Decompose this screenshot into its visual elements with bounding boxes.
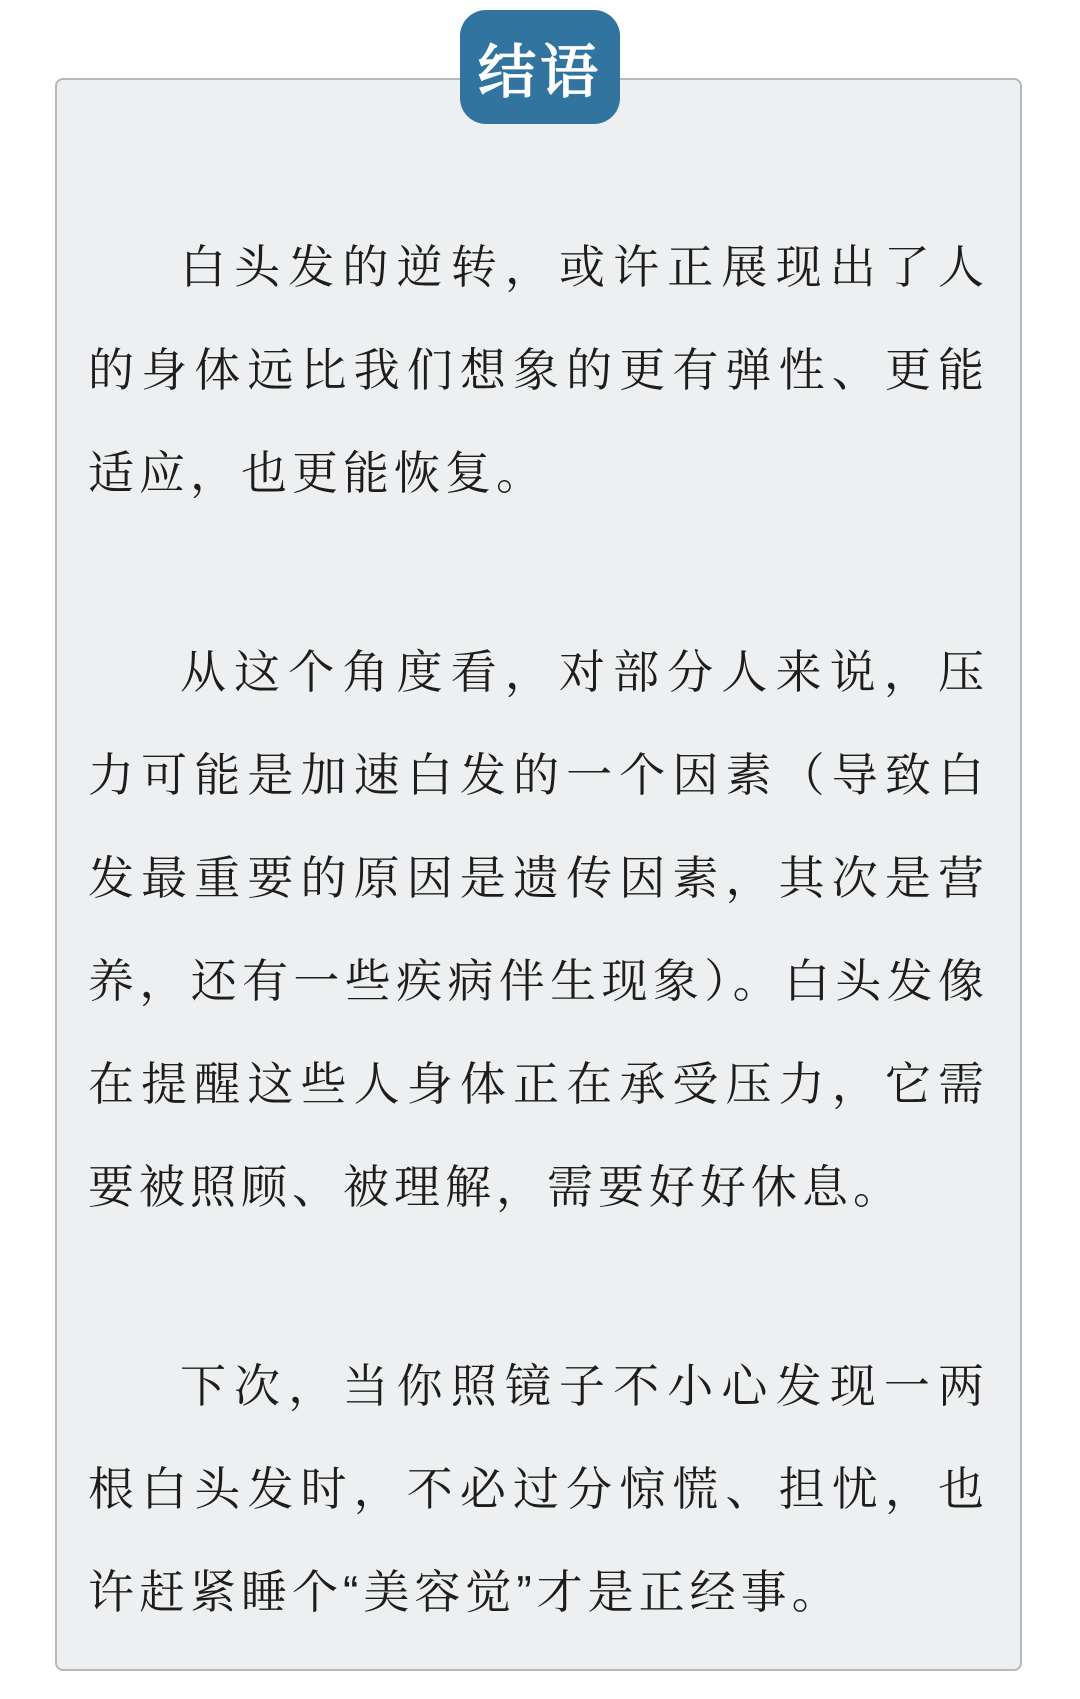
paragraph: 从这个角度看，对部分人来说，压力可能是加速白发的一个因素（导致白发最重要的原因是遗传因素，其次是营养，还有一些疾病伴生现象）。白头发像在提醒这些人身体正在承受压力，它需要被照顾、被理解，需要好好休息。	[88, 646, 989, 1213]
paragraph: 下次，当你照镜子不小心发现一两根白头发时，不必过分惊慌、担忧，也许赶紧睡个“美容觉”才是正经事。	[88, 1360, 989, 1618]
article-body	[55, 78, 1022, 1674]
paragraph: 白头发的逆转，或许正展现出了人的身体远比我们想象的更有弹性、更能适应，也更能恢复。	[88, 241, 989, 499]
section-badge: 结语	[460, 10, 620, 124]
